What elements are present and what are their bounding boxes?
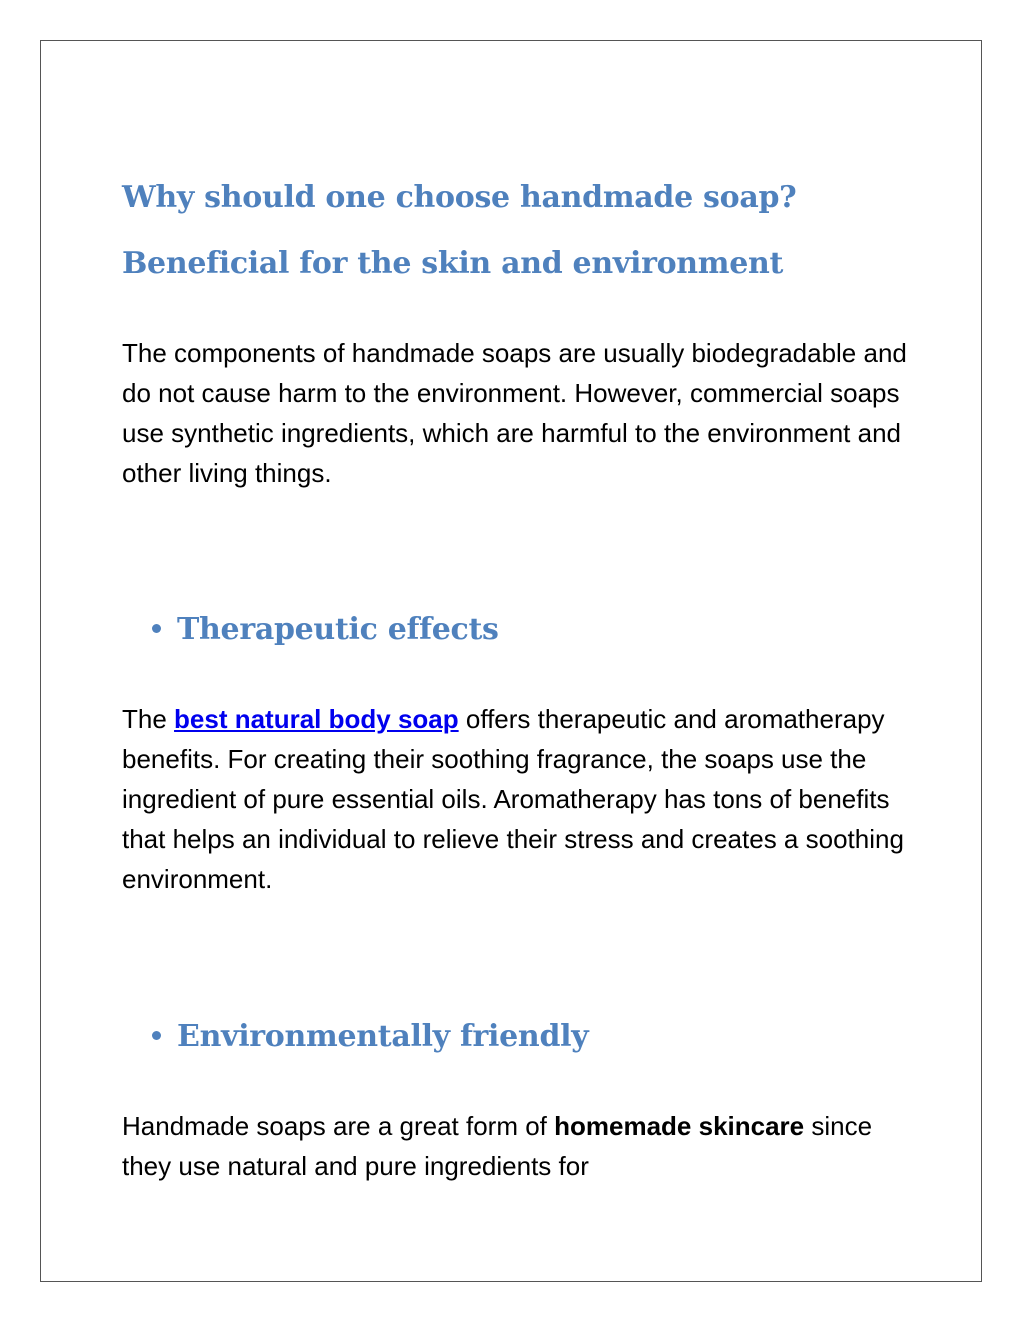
intro-paragraph: The components of handmade soaps are usually biodegradable and do not cause harm to the environment. However, commercial soaps use synthetic ingredients, which are harmful to the environment and other living things.	[122, 338, 907, 488]
section-subtitle: Beneficial for the skin and environment	[122, 246, 784, 281]
therapeutic-paragraph	[122, 699, 912, 899]
bullet-label-therapeutic: Therapeutic effects	[177, 612, 499, 647]
bullet-heading-therapeutic	[152, 612, 499, 647]
bullet-icon	[152, 1031, 161, 1040]
bullet-label-environment: Environmentally friendly	[177, 1019, 589, 1054]
therapeutic-text-end: offers therapeutic and aromatherapy benefits. For creating their soothing fragrance, the soaps use the ingredient of pure essential oils. Aromatherapy has tons of benefits that helps an individual to relieve their stress and creates a soothing environment.	[122, 704, 904, 894]
therapeutic-text-start: The	[122, 704, 175, 734]
best-natural-body-soap-link[interactable]: best natural body soap	[174, 704, 459, 734]
environment-text-start: Handmade soaps are a great form of	[122, 1111, 555, 1141]
homemade-skincare-emphasis: homemade skincare	[554, 1111, 805, 1141]
page-frame	[40, 40, 982, 1282]
environment-paragraph	[122, 1106, 912, 1186]
bullet-heading-environment	[152, 1019, 588, 1054]
environment-text-end: since they use natural and pure ingredients for	[122, 1111, 873, 1181]
page-title: Why should one choose handmade soap?	[122, 180, 797, 215]
bullet-icon	[152, 624, 161, 633]
